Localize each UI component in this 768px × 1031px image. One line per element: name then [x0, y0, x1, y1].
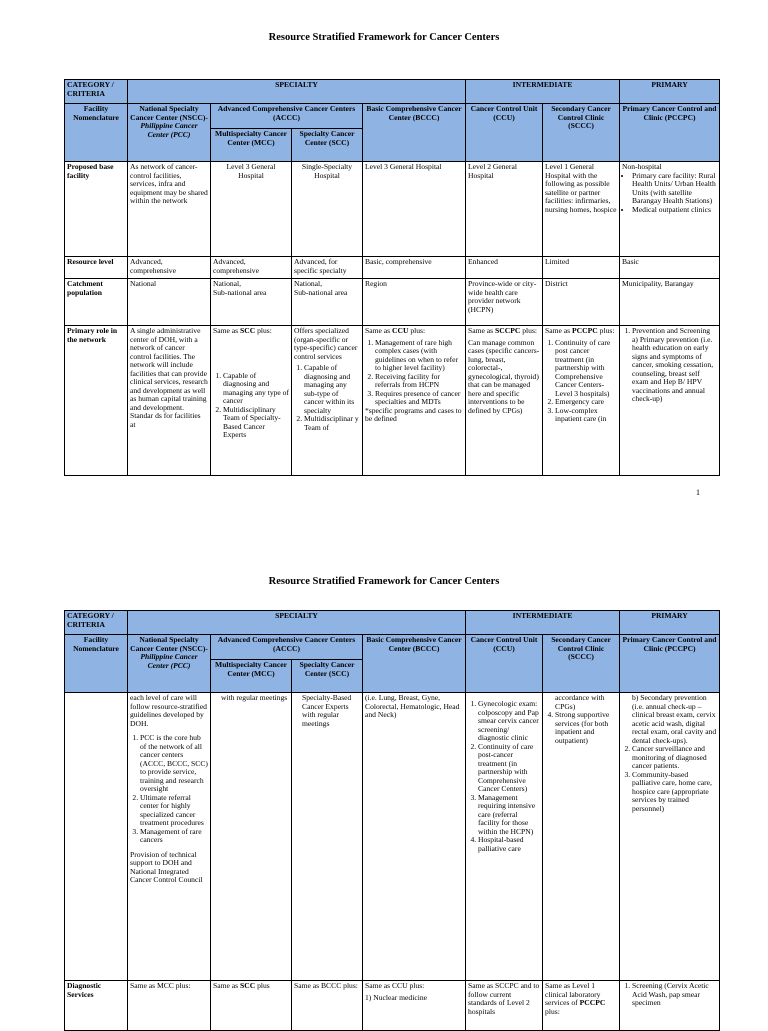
cell-mcc: with regular meetings: [211, 693, 292, 981]
row-label-diagnostic: Diagnostic Services: [65, 981, 128, 1031]
cell-ccu: Level 2 General Hospital: [466, 162, 543, 257]
list-item: 2. Continuity of care post-cancer treatment (in partnership with Comprehensive Cancer Centers): [478, 743, 540, 794]
sccc-header: Secondary Cancer Control Clinic (SCCC): [543, 635, 620, 693]
cell-nscc: each level of care will follow resource-stratified guidelines developed by DOH. 1. PCC is the core hub of the network of all cancer centers (ACCC, BCCC, SCC) to provide service, training and research oversight 2. Ultimate referral center for highly specialized cancer treatment procedures 3. Management of rare cancers Provision of technical support to DOH and National Integrated Cancer Control Council: [128, 693, 211, 981]
scc-header: Specialty Cancer Center (SCC): [292, 129, 363, 162]
list-item: 2. Emergency care: [555, 398, 617, 407]
list-item: 3. Management requiring intensive care (referral facility for those within the HCPN): [478, 794, 540, 837]
intermediate-header: INTERMEDIATE: [466, 611, 620, 635]
sccc-header: Secondary Cancer Control Clinic (SCCC): [543, 104, 620, 162]
cell-pccpc: 1. Prevention and Screening a) Primary prevention (i.e. health education on early signs and symptoms of cancer, smoking cessation, counseling, breast self exam and Hep B/ HPV vaccinations and annual check-up): [620, 326, 720, 476]
framework-table-page-1: [64, 79, 720, 476]
scc-header: Specialty Cancer Center (SCC): [292, 660, 363, 693]
cell-pccpc: Municipality, Barangay: [620, 279, 720, 326]
cell-mcc: Same as SCC plus: [211, 981, 292, 1031]
page-title: Resource Stratified Framework for Cancer Centers: [268, 32, 500, 43]
list-item: 1. Capable of diagnosing and managing any sub-type of cancer within its specialty: [304, 364, 360, 415]
primary-header: PRIMARY: [620, 80, 720, 104]
cell-mcc: National, Sub-national area: [211, 279, 292, 326]
cell-bccc: Same as CCU plus: 1. Management of rare high complex cases (with guidelines on when to refer to higher level facility) 2. Receiving facility for referrals from HCPN 3. Requires presence of cancer specialties and MDTs *specific programs and cases to be defined: [363, 326, 466, 476]
ccu-header: Cancer Control Unit (CCU): [466, 635, 543, 693]
list-item: 2. Multidisciplinar y Team of: [304, 415, 360, 432]
cell-nscc: As network of cancer-control facilities, services, infra and equipment may be shared within the network: [128, 162, 211, 257]
cell-pccpc: b) Secondary prevention (i.e. annual check-up – clinical breast exam, cervix acetic acid wash, digital rectal exam, oral cavity and dental check-ups). 2. Cancer surveillance and monitoring of diagnosed cancer patients. 3. Community-based palliative care, home care, hospice care (appropriate services by trained personnel): [620, 693, 720, 981]
cell-pccpc: Non-hospital • Primary care facility: Rural Health Units/ Urban Health Units (with satellite Barangay Health Stations) • Medical outpatient clinics: [620, 162, 720, 257]
list-item: 3. Requires presence of cancer specialties and MDTs: [375, 390, 463, 407]
cell-scc: Single-Specialty Hospital: [292, 162, 363, 257]
cell-bccc: Same as CCU plus: 1) Nuclear medicine: [363, 981, 466, 1031]
cell-scc: Specialty-Based Cancer Experts with regular meetings: [292, 693, 363, 981]
list-item: 4. Strong supportive services (for both inpatient and outpatient): [555, 711, 617, 745]
pccpc-header: Primary Cancer Control and Clinic (PCCPC): [620, 635, 720, 693]
list-item: 1. Gynecologic exam: colposcopy and Pap smear cervix cancer screening/ diagnostic clinic: [478, 700, 540, 743]
cell-nscc: National: [128, 279, 211, 326]
primary-header: PRIMARY: [620, 611, 720, 635]
list-item: 3. Community-based palliative care, home care, hospice care (appropriate services by trained personnel): [632, 771, 717, 814]
category-header: CATEGORY / CRITERIA: [65, 611, 128, 635]
list-item: 2. Ultimate referral center for highly specialized cancer treatment procedures: [140, 794, 208, 828]
nscc-header: National Specialty Cancer Center (NSCC)-Philippine Cancer Center (PCC): [128, 104, 211, 162]
cell-bccc: Level 3 General Hospital: [363, 162, 466, 257]
cell-sccc: Level 1 General Hospital with the following as possible satellite or partner facilities: infirmaries, nursing homes, hospice: [543, 162, 620, 257]
row-label-resource-level: Resource level: [65, 257, 128, 279]
row-label-primary-role: Primary role in the network: [65, 326, 128, 476]
list-item: 1. Capable of diagnosing and managing any type of cancer: [223, 372, 289, 406]
row-label-catchment: Catchment population: [65, 279, 128, 326]
specialty-header: SPECIALTY: [128, 611, 466, 635]
facility-nomenclature-header: Facility Nomenclature: [65, 104, 128, 162]
list-item: 1. PCC is the core hub of the network of all cancer centers (ACCC, BCCC, SCC) to provide service, training and research oversight: [140, 734, 208, 794]
nscc-header: National Specialty Cancer Center (NSCC)-Philippine Cancer Center (PCC): [128, 635, 211, 693]
list-item: • Primary care facility: Rural Health Units/ Urban Health Units (with satellite Barangay Health Stations): [632, 172, 717, 206]
cell-bccc: Region: [363, 279, 466, 326]
cell-scc: Advanced, for specific specialty: [292, 257, 363, 279]
row-label-continuation: [65, 693, 128, 981]
mcc-header: Multispecialty Cancer Center (MCC): [211, 660, 292, 693]
list-item: 1. Continuity of care post cancer treatment (in partnership with Comprehensive Cancer Centers-Level 3 hospitals): [555, 339, 617, 399]
cell-nscc: A single administrative center of DOH, with a network of cancer control facilities. The network will include facilities that can provide clinical services, research and development as well as human capital training and development. Standar ds for facilities at: [128, 326, 211, 476]
list-item: 2. Cancer surveillance and monitoring of diagnosed cancer patients.: [632, 745, 717, 771]
cell-sccc: Limited: [543, 257, 620, 279]
framework-table-page-2: [64, 610, 720, 1031]
list-item: 1. Screening (Cervix Acetic Acid Wash, pap smear specimen: [632, 982, 717, 1008]
list-item: • Medical outpatient clinics: [632, 206, 717, 215]
cell-mcc: Level 3 General Hospital: [211, 162, 292, 257]
accc-header: Advanced Comprehensive Cancer Centers (ACCC): [211, 635, 363, 660]
cell-ccu: [466, 693, 543, 981]
mcc-header: Multispecialty Cancer Center (MCC): [211, 129, 292, 162]
cell-mcc: Advanced, comprehensive: [211, 257, 292, 279]
cell-mcc: Same as SCC plus: 1. Capable of diagnosing and managing any type of cancer 2. Multidisciplinary Team of Specialty-Based Cancer Experts: [211, 326, 292, 476]
page-title: Resource Stratified Framework for Cancer Centers: [268, 576, 500, 587]
accc-header: Advanced Comprehensive Cancer Centers (ACCC): [211, 104, 363, 129]
cell-sccc: accordance with CPGs) 4. Strong supportive services (for both inpatient and outpatient): [543, 693, 620, 981]
bccc-header: Basic Comprehensive Cancer Center (BCCC): [363, 104, 466, 162]
ccu-header: Cancer Control Unit (CCU): [466, 104, 543, 162]
list-item: 1. Management of rare high complex cases (with guidelines on when to refer to higher level facility): [375, 339, 463, 373]
pccpc-header: Primary Cancer Control and Clinic (PCCPC): [620, 104, 720, 162]
list-item: 2. Multidisciplinary Team of Specialty-Based Cancer Experts: [223, 406, 289, 440]
bccc-header: Basic Comprehensive Cancer Center (BCCC): [363, 635, 466, 693]
cell-pccpc: Basic: [620, 257, 720, 279]
intermediate-header: INTERMEDIATE: [466, 80, 620, 104]
cell-sccc: Same as Level 1 clinical laboratory services of PCCPC plus:: [543, 981, 620, 1031]
facility-nomenclature-header: Facility Nomenclature: [65, 635, 128, 693]
cell-ccu: Same as SCCPC and to follow current standards of Level 2 hospitals: [466, 981, 543, 1031]
list-item: 1. Prevention and Screening: [632, 327, 717, 336]
cell-scc: Offers specialized (organ-specific or type-specific) cancer control services 1. Capable of diagnosing and managing any sub-type of cancer within its specialty 2. Multidisciplinar y Team of: [292, 326, 363, 476]
list-item: 4. Hospital-based palliative care: [478, 836, 540, 853]
specialty-header: SPECIALTY: [128, 80, 466, 104]
cell-bccc: Basic, comprehensive: [363, 257, 466, 279]
cell-ccu: Province-wide or city-wide health care provider network (HCPN): [466, 279, 543, 326]
page-number: 1: [696, 488, 700, 497]
cell-sccc: Same as PCCPC plus: 1. Continuity of care post cancer treatment (in partnership with Comprehensive Cancer Centers-Level 3 hospitals) 2. Emergency care 3. Low-complex inpatient care (in: [543, 326, 620, 476]
cell-pccpc: [620, 981, 720, 1031]
list-item: 2. Receiving facility for referrals from HCPN: [375, 373, 463, 390]
cell-ccu: Enhanced: [466, 257, 543, 279]
list-item: 3. Low-complex inpatient care (in: [555, 407, 617, 424]
list-item: 3. Management of rare cancers: [140, 828, 208, 845]
cell-ccu: Same as SCCPC plus: Can manage common cases (specific cancers- lung, breast, colorectal-, gynecological, thyroid) that can be managed here and specific interventions to be defined by CPGs): [466, 326, 543, 476]
cell-scc: Same as BCCC plus:: [292, 981, 363, 1031]
cell-nscc: Same as MCC plus:: [128, 981, 211, 1031]
cell-bccc: (i.e. Lung, Breast, Gyne, Colorectal, Hematologic, Head and Neck): [363, 693, 466, 981]
row-label-base-facility: Proposed base facility: [65, 162, 128, 257]
cell-scc: National, Sub-national area: [292, 279, 363, 326]
category-header: CATEGORY / CRITERIA: [65, 80, 128, 104]
cell-sccc: District: [543, 279, 620, 326]
cell-nscc: Advanced, comprehensive: [128, 257, 211, 279]
